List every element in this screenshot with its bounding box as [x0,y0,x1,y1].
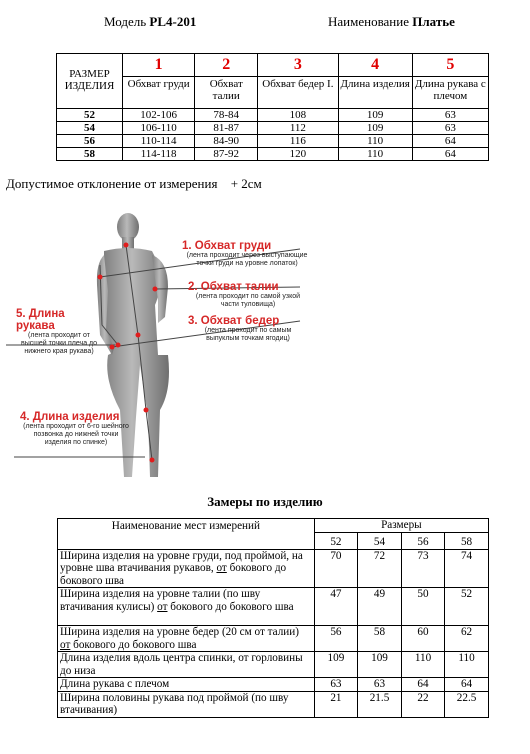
col-label-chest: Обхват груди [123,77,195,109]
measure-row [58,691,489,717]
measure-value: 58 [358,626,402,652]
measure-value: 64 [445,678,489,692]
annotation-title: 4. Длина изделия [20,411,120,423]
size-cell: 56 [57,135,123,148]
value-cell: 109 [338,109,412,122]
measure-name: Ширина изделия на уровне бедер (20 см от талии) от бокового до бокового шва [58,626,315,652]
measure-value: 63 [314,678,357,692]
measures-name-header: Наименование мест измерений [58,519,315,550]
measure-row [58,626,489,652]
model-label: Модель [104,14,147,29]
name-label: Наименование [328,14,409,29]
measure-value: 60 [401,626,444,652]
measure-value: 110 [401,652,444,678]
size-col-header: 56 [401,532,444,549]
measure-row [58,678,489,692]
col-number-4: 4 [338,54,412,77]
measure-value: 50 [401,588,444,626]
measure-row [58,652,489,678]
size-col-header: 54 [358,532,402,549]
size-row [57,135,489,148]
measure-value: 70 [314,549,357,588]
value-cell: 64 [412,135,488,148]
measure-value: 49 [358,588,402,626]
name-value: Платье [412,14,455,29]
col-number-5: 5 [412,54,488,77]
value-cell: 87-92 [195,148,258,161]
size-header: РАЗМЕР ИЗДЕЛИЯ [57,54,123,109]
measure-value: 109 [358,652,402,678]
value-cell: 84-90 [195,135,258,148]
size-table [56,53,489,161]
size-col-header: 52 [314,532,357,549]
size-row [57,148,489,161]
size-cell: 58 [57,148,123,161]
measure-value: 22 [401,691,444,717]
measure-value: 109 [314,652,357,678]
value-cell: 112 [258,122,338,135]
annotation-title: 2. Обхват талии [188,281,279,293]
measure-name: Ширина изделия на уровне груди, под проймой, на уровне шва втачивания рукавов, от бокового до бокового шва [58,549,315,588]
annotation-waist [188,281,308,309]
value-cell: 63 [412,109,488,122]
value-cell: 110-114 [123,135,195,148]
value-cell: 64 [412,148,488,161]
annotation-length [20,411,132,447]
measure-value: 74 [445,549,489,588]
annotation-title: 1. Обхват груди [182,240,272,252]
col-label-length: Длина изделия [338,77,412,109]
model-value: PL4-201 [149,14,197,29]
annotation-hips [188,315,308,343]
annotation-chest [182,240,312,268]
col-number-1: 1 [123,54,195,77]
measure-value: 22.5 [445,691,489,717]
col-label-hips: Обхват бедер I. [258,77,338,109]
size-row [57,109,489,122]
value-cell: 110 [338,148,412,161]
measure-value: 64 [401,678,444,692]
value-cell: 63 [412,122,488,135]
annotation-note: (лента проходит от высшей точки плеча до нижнего края рукава) [20,332,98,355]
measure-row [58,549,489,588]
annotation-title: 3. Обхват бедер [188,315,280,327]
annotation-note: (лента проходит от 6-го шейного позвонка до нижней точки изделия по спинке) [23,423,129,446]
measure-value: 21 [314,691,357,717]
col-number-2: 2 [195,54,258,77]
measures-title: Замеры по изделию [207,494,323,509]
measure-value: 110 [445,652,489,678]
col-number-3: 3 [258,54,338,77]
value-cell: 102-106 [123,109,195,122]
size-row [57,122,489,135]
value-cell: 106-110 [123,122,195,135]
measure-value: 52 [445,588,489,626]
measure-value: 62 [445,626,489,652]
annotation-note: (лента проходит по самым выпуклым точкам ягодиц) [204,327,292,342]
size-col-header: 58 [445,532,489,549]
annotation-note: (лента проходит по самой узкой части туловища) [195,293,301,308]
annotation-title: 5. Длина рукава [16,308,65,332]
measure-row [58,588,489,626]
col-label-waist: Обхват талии [195,77,258,109]
measure-name: Ширина половины рукава под проймой (по шву втачивания) [58,691,315,717]
measures-sizes-header: Размеры [314,519,488,533]
measure-value: 73 [401,549,444,588]
measure-value: 72 [358,549,402,588]
model-heading [104,14,196,30]
value-cell: 120 [258,148,338,161]
size-cell: 52 [57,109,123,122]
value-cell: 109 [338,122,412,135]
measure-name: Длина изделия вдоль центра спинки, от горловины до низа [58,652,315,678]
measure-value: 47 [314,588,357,626]
measure-value: 63 [358,678,402,692]
tolerance-note [6,176,262,192]
value-cell: 116 [258,135,338,148]
value-cell: 81-87 [195,122,258,135]
measure-name: Ширина изделия на уровне талии (по шву втачивания кулисы) от бокового до бокового шва [58,588,315,626]
col-label-sleeve: Длина рукава с плечом [412,77,488,109]
measure-value: 21.5 [358,691,402,717]
measure-name: Длина рукава с плечом [58,678,315,692]
value-cell: 114-118 [123,148,195,161]
size-cell: 54 [57,122,123,135]
value-cell: 108 [258,109,338,122]
tolerance-value: + 2см [230,176,262,191]
name-heading [328,14,455,30]
measures-table [57,518,489,718]
value-cell: 110 [338,135,412,148]
annotation-note: (лента проходит через выступающие точки груди на уровне лопаток) [186,252,308,267]
annotation-sleeve [16,308,102,356]
tolerance-text: Допустимое отклонение от измерения [6,176,218,191]
value-cell: 78-84 [195,109,258,122]
measure-value: 56 [314,626,357,652]
